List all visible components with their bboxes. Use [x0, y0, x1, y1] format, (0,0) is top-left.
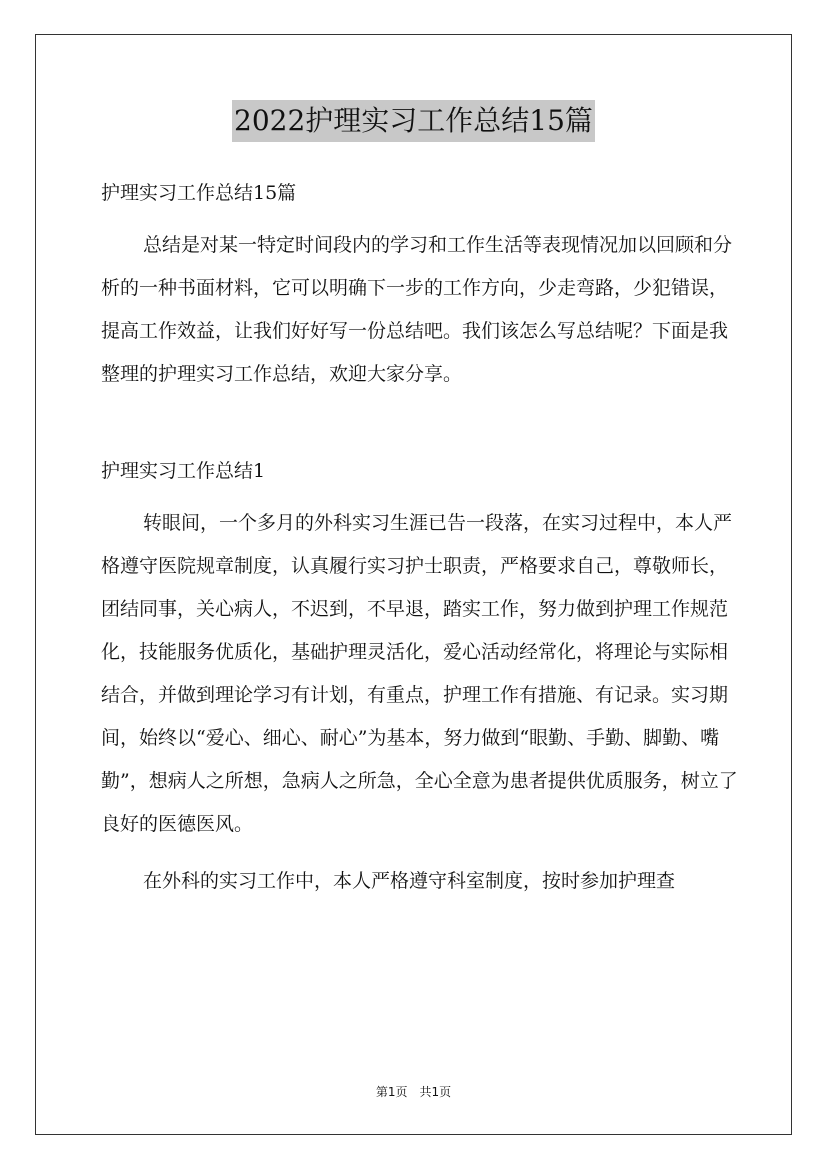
section-spacer — [101, 396, 741, 454]
intro-paragraph: 总结是对某一特定时间段内的学习和工作生活等表现情况加以回顾和分析的一种书面材料，它可以明确下一步的工作方向，少走弯路，少犯错误，提高工作效益，让我们好好写一份总结吧。我们该怎么写总结呢？下面是我整理的护理实习工作总结，欢迎大家分享。 — [101, 234, 733, 385]
document-title: 2022护理实习工作总结15篇 — [232, 100, 595, 142]
subtitle-heading: 护理实习工作总结15篇 — [101, 182, 297, 204]
title-container — [0, 100, 827, 142]
section-heading: 护理实习工作总结1 — [101, 460, 266, 482]
document-body — [101, 176, 741, 903]
body-paragraph-continued: 在外科的实习工作中，本人严格遵守科室制度，按时参加护理查 — [143, 870, 676, 892]
body-paragraph: 转眼间，一个多月的外科实习生涯已告一段落，在实习过程中，本人严格遵守医院规章制度，认真履行实习护士职责，严格要求自己，尊敬师长，团结同事，关心病人，不迟到，不早退，踏实工作，努力做到护理工作规范化，技能服务优质化，基础护理灵活化，爱心活动经常化，将理论与实际相结合，并做到理论学习有计划，有重点，护理工作有措施、有记录。实习期间，始终以“爱心、细心、耐心”为基本，努力做到“眼勤、手勤、脚勤、嘴勤”，想病人之所想，急病人之所急，全心全意为患者提供优质服务，树立了良好的医德医风。 — [101, 512, 738, 835]
page-number-footer: 第1页 共1页 — [375, 1085, 452, 1099]
